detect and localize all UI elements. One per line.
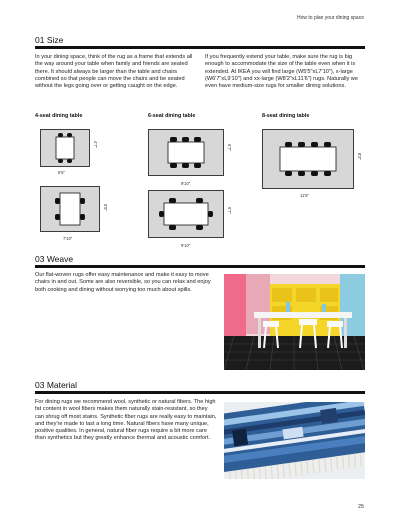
material-text: For dining rugs we recommend wool, synthetic or natural fibers. The high fat content in wool fibers makes them naturally stain-resistant, so they can shrug off most stains. Synthetic fiber rugs are really easy to maintain, and they're made to last a long time. Natural fibers have many unique, positive qualities. In general, natural fiber rugs require a bit more care than synthetics but they greatly enhance thermal and acoustic comfort. (35, 399, 217, 442)
section-title-material: 03 Material (35, 380, 78, 390)
size-text-right: If you frequently extend your table, make sure the rug is big enough to accommodate the size of the table even when it is extended. At IKEA you will find large (W5'5"xL7'10"), x-large (W6'7"xL9'10") and xx-large (W8'2"xL11'6") rugs. Naturally we even have medium-size rugs for smaller dining solutions. (205, 54, 358, 90)
six-seat-bottom-height: 6'7" (227, 207, 232, 214)
weave-text: Our flat-woven rugs offer easy maintenance and make it easy to move chairs in and out. Some are also reversible, so you can relax and enjoy both cooking and dining without worrying too much about spills. (35, 272, 211, 293)
section-title-weave: 03 Weave (35, 254, 74, 264)
four-seat-top-width: 5'5" (58, 170, 65, 175)
six-seat-label: 6-seat dining table (148, 113, 196, 119)
eight-seat-height: 8'2" (357, 153, 362, 160)
six-seat-top-diagram (148, 129, 224, 176)
rug-photo (224, 402, 365, 479)
dining-room-photo (224, 274, 365, 370)
four-seat-bottom-width: 7'10" (63, 236, 73, 241)
section-rule (35, 265, 365, 268)
eight-seat-label: 8-seat dining table (262, 113, 310, 119)
running-header: How to plan your dining space (297, 15, 364, 21)
four-seat-top-height: 4'7" (93, 141, 98, 148)
page-number: 25 (358, 504, 364, 510)
eight-seat-diagram (262, 129, 354, 189)
section-title-size: 01 Size (35, 35, 64, 45)
four-seat-square-diagram (40, 129, 90, 167)
six-seat-top-height: 6'7" (227, 144, 232, 151)
six-seat-bottom-width: 9'10" (181, 243, 191, 248)
six-seat-top-width: 9'10" (181, 181, 191, 186)
four-seat-bottom-height: 5'5" (103, 204, 108, 211)
section-rule (35, 391, 365, 394)
four-seat-label: 4-seat dining table (35, 113, 83, 119)
six-seat-bottom-diagram (148, 190, 224, 238)
four-seat-rect-diagram (40, 186, 100, 232)
eight-seat-width: 11'6" (300, 193, 309, 198)
section-rule (35, 46, 365, 49)
size-text-left: In your dining space, think of the rug as a frame that extends all the way around your table when family and friends are seated there. It should always be larger than the table and chairs combined so that people can move the chairs and be seated without the legs going over or getting caught on the edge. (35, 54, 193, 90)
